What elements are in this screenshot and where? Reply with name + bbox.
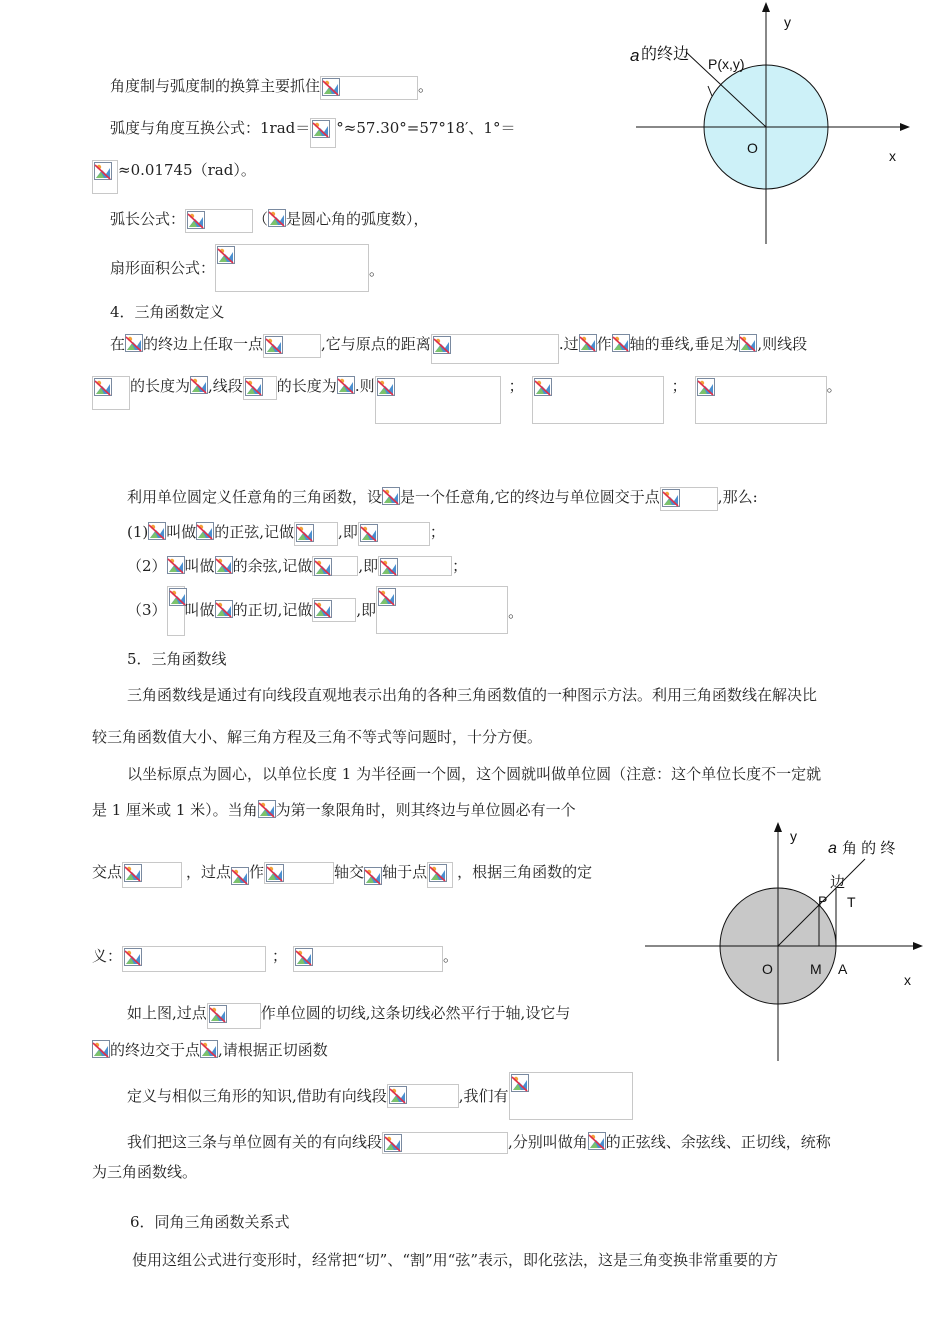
formula-image: [376, 586, 508, 634]
text: 轴交: [334, 863, 365, 881]
unit-circle-figure-1: [600, 0, 920, 250]
broken-image-icon: [382, 487, 400, 505]
text: ；: [508, 377, 524, 395]
broken-image-icon: [265, 336, 283, 354]
broken-image-icon: [322, 78, 340, 96]
broken-image-icon: [314, 600, 332, 618]
formula-image: [310, 118, 336, 148]
section-heading-6: [130, 1212, 290, 1232]
formula-image: [207, 1003, 261, 1029]
broken-image-icon: [312, 120, 330, 138]
formula-image: [509, 1072, 633, 1120]
broken-image-icon: [296, 524, 314, 542]
text: 的正弦,记做: [214, 523, 295, 541]
text: 我们把这三条与单位圆有关的有向线段: [127, 1133, 383, 1151]
tangent-definition: [127, 586, 523, 636]
broken-image-icon: [125, 334, 143, 352]
text: 的长度为: [276, 377, 337, 395]
section-title: 5．三角函数线: [127, 650, 227, 668]
unit-circle-definition: [127, 487, 758, 511]
formula-image: [431, 334, 559, 364]
text: ,分别叫做角: [508, 1133, 588, 1151]
section-heading-4: [110, 302, 225, 322]
text: 是 1 厘米或 1 米）。当角: [92, 801, 258, 819]
paragraph-2a: [127, 764, 821, 784]
broken-image-icon: [94, 162, 112, 180]
text: ；: [429, 523, 445, 541]
broken-image-icon: [295, 948, 313, 966]
terminal-side-label: 的终边: [641, 46, 690, 63]
text: 作: [596, 335, 612, 353]
text: 的终边上任取一点: [143, 335, 264, 353]
text: 较三角函数值大小、解三角方程及三角不等式等问题时，十分方便。: [92, 728, 543, 746]
broken-image-icon: [314, 558, 332, 576]
broken-image-icon: [215, 556, 233, 574]
text: ，过点: [186, 863, 232, 881]
formula-image: [167, 586, 185, 636]
broken-image-icon: [337, 376, 355, 394]
broken-image-icon: [215, 600, 233, 618]
terminal-side-label-2: 边: [830, 874, 846, 891]
formula-image: [427, 862, 453, 888]
definition-result-line: [92, 946, 458, 972]
broken-image-icon: [94, 378, 112, 396]
broken-image-icon: [266, 864, 284, 882]
broken-image-icon: [364, 867, 382, 885]
text: 使用这组公式进行变形时，经常把“切”、“割”用“弦”表示，即化弦法，这是三角变换非常重要的方: [132, 1251, 779, 1269]
broken-image-icon: [245, 378, 263, 396]
formula-image: [122, 946, 266, 972]
formula-image: [312, 598, 356, 622]
text: .过: [558, 335, 579, 353]
broken-image-icon: [429, 864, 447, 882]
text: 。: [443, 947, 459, 965]
sine-definition: [127, 522, 445, 546]
text: ；: [272, 947, 288, 965]
text: 叫做: [184, 557, 215, 575]
tangent-line-text: [127, 1003, 570, 1029]
formula-image: [387, 1084, 459, 1108]
paragraph-1a: [127, 685, 817, 705]
formula-image: [243, 376, 277, 400]
broken-image-icon: [148, 522, 166, 540]
formula-image: [92, 160, 118, 194]
broken-image-icon: [662, 489, 680, 507]
conversion-formula-line: [110, 118, 515, 148]
text: 扇形面积公式：: [110, 259, 216, 277]
text: ；: [671, 377, 687, 395]
text: 利用单位圆定义任意角的三角函数，设: [127, 488, 383, 506]
section-title: 6．同角三角函数关系式: [130, 1213, 290, 1231]
t-label: T: [847, 894, 856, 910]
angle-radian-line: [110, 76, 433, 100]
text: 。: [418, 77, 434, 95]
broken-image-icon: [612, 334, 630, 352]
text: 作单位圆的切线,这条切线必然平行于轴,设它与: [260, 1004, 571, 1022]
text: ,请根据正切函数: [218, 1041, 328, 1059]
text: ,线段: [208, 377, 243, 395]
formula-image: [293, 946, 443, 972]
broken-image-icon: [511, 1074, 529, 1092]
text: 弧度与角度互换公式：1rad＝: [110, 119, 311, 137]
section-title: 4．三角函数定义: [110, 303, 225, 321]
intersection-line: [92, 862, 592, 888]
y-axis-label: y: [784, 14, 791, 30]
text: 在: [110, 335, 126, 353]
trig-lines-summary: [127, 1132, 831, 1154]
broken-image-icon: [169, 588, 187, 606]
paragraph-2b: [92, 800, 576, 820]
broken-image-icon: [231, 867, 249, 885]
broken-image-icon: [384, 1134, 402, 1152]
text: 的余弦,记做: [232, 557, 313, 575]
text: ,我们有: [458, 1087, 509, 1105]
formula-image: [382, 1132, 508, 1154]
broken-image-icon: [389, 1086, 407, 1104]
x-arrow: [900, 123, 910, 131]
sector-area-line: [110, 244, 384, 292]
text: 轴的垂线,垂足为: [629, 335, 740, 353]
text: ,即: [358, 557, 379, 575]
broken-image-icon: [588, 1132, 606, 1150]
text: 的正弦线、余弦线、正切线，统称: [605, 1133, 831, 1151]
formula-image: [185, 209, 253, 233]
similar-triangle-line: [127, 1072, 633, 1120]
text: 角度制与弧度制的换算主要抓住: [110, 77, 321, 95]
text: （3）: [127, 601, 167, 619]
formula-image: [312, 556, 358, 576]
conversion-formula-line-2: [92, 160, 256, 194]
formula-image: [660, 487, 718, 511]
text: 为三角函数线。: [92, 1163, 198, 1181]
formula-image: [358, 522, 430, 546]
broken-image-icon: [187, 211, 205, 229]
text: ,即: [356, 601, 377, 619]
text: ≈0.01745（rad）。: [118, 161, 256, 179]
y-arrow: [774, 822, 782, 832]
broken-image-icon: [209, 1005, 227, 1023]
text: 义：: [92, 947, 123, 965]
text: ，根据三角函数的定: [457, 863, 593, 881]
definition-line-1: [110, 334, 807, 364]
broken-image-icon: [124, 864, 142, 882]
formula-image: [215, 244, 369, 292]
formula-image: [264, 862, 334, 884]
formula-image: [695, 376, 827, 424]
paragraph-last: [132, 1250, 778, 1270]
a-label: A: [838, 961, 848, 977]
text: °≈57.30°=57°18′、1°＝: [336, 119, 516, 137]
broken-image-icon: [378, 588, 396, 606]
text: (1): [127, 523, 149, 541]
text: ；: [452, 557, 468, 575]
text: 的长度为: [130, 377, 191, 395]
arc-length-line: [110, 209, 429, 233]
broken-image-icon: [377, 378, 395, 396]
text: 叫做: [184, 601, 215, 619]
terminal-side-label-1: 角 的 终: [842, 840, 896, 857]
text: .则: [354, 377, 375, 395]
y-axis-label: y: [790, 828, 797, 844]
origin-label: O: [747, 140, 758, 156]
text: ,那么:: [717, 488, 758, 506]
text: 的终边交于点: [110, 1041, 201, 1059]
text: 定义与相似三角形的知识,借助有向线段: [127, 1087, 387, 1105]
text: 为第一象限角时，则其终边与单位圆必有一个: [275, 801, 576, 819]
x-axis-label: x: [904, 972, 911, 988]
trig-lines-summary-2: [92, 1162, 197, 1182]
definition-line-2: [92, 376, 842, 424]
x-arrow: [913, 942, 923, 950]
p-label: P: [818, 893, 828, 909]
text: 的正切,记做: [232, 601, 313, 619]
broken-image-icon: [739, 334, 757, 352]
broken-image-icon: [190, 376, 208, 394]
broken-image-icon: [200, 1040, 218, 1058]
broken-image-icon: [579, 334, 597, 352]
broken-image-icon: [92, 1040, 110, 1058]
broken-image-icon: [697, 378, 715, 396]
perpendicular: [708, 86, 712, 96]
broken-image-icon: [360, 524, 378, 542]
formula-image: [263, 334, 321, 358]
formula-image: [294, 522, 338, 546]
formula-image: [532, 376, 664, 424]
text: 以坐标原点为圆心，以单位长度 1 为半径画一个圆，这个圆就叫做单位圆（注意：这个单位长度不一定就: [127, 765, 822, 783]
broken-image-icon: [258, 800, 276, 818]
broken-image-icon: [534, 378, 552, 396]
origin-label: O: [762, 961, 773, 977]
m-label: M: [810, 961, 822, 977]
broken-image-icon: [124, 948, 142, 966]
text: 交点: [92, 863, 123, 881]
point-p-label: P(x,y): [708, 56, 745, 72]
text: 弧长公式：: [110, 210, 186, 228]
formula-image: [378, 556, 452, 576]
section-heading-5: [127, 649, 227, 669]
text: （2）: [127, 557, 167, 575]
formula-image: [92, 376, 130, 410]
text: 如上图,过点: [127, 1004, 207, 1022]
text: 作: [249, 863, 265, 881]
text: 。: [508, 603, 524, 621]
text: 是一个任意角,它的终边与单位圆交于点: [400, 488, 660, 506]
text: ,则线段: [757, 335, 808, 353]
y-arrow: [762, 2, 770, 12]
formula-image: [375, 376, 501, 424]
formula-image: [122, 862, 182, 888]
text: 三角函数线是通过有向线段直观地表示出角的各种三角函数值的一种图示方法。利用三角函数线在解决比: [127, 686, 818, 704]
text: （: [253, 210, 269, 228]
broken-image-icon: [268, 209, 286, 227]
formula-image: [320, 76, 418, 100]
broken-image-icon: [217, 246, 235, 264]
cosine-definition: [127, 556, 467, 576]
text: ,即: [338, 523, 358, 541]
text: 是圆心角的弧度数），: [286, 210, 429, 228]
broken-image-icon: [196, 522, 214, 540]
text: 。: [826, 377, 842, 395]
text: 。: [369, 261, 385, 279]
tangent-intersection-line: [92, 1040, 328, 1060]
broken-image-icon: [433, 336, 451, 354]
unit-circle-figure-2: [640, 815, 930, 1070]
text: 轴于点: [382, 863, 428, 881]
paragraph-1b: [92, 727, 542, 747]
x-axis-label: x: [889, 148, 896, 164]
broken-image-icon: [167, 556, 185, 574]
text: ,它与原点的距离: [321, 335, 431, 353]
alpha-label: a: [828, 840, 837, 857]
broken-image-icon: [380, 558, 398, 576]
text: 叫做: [166, 523, 197, 541]
alpha-label: a: [630, 46, 640, 65]
